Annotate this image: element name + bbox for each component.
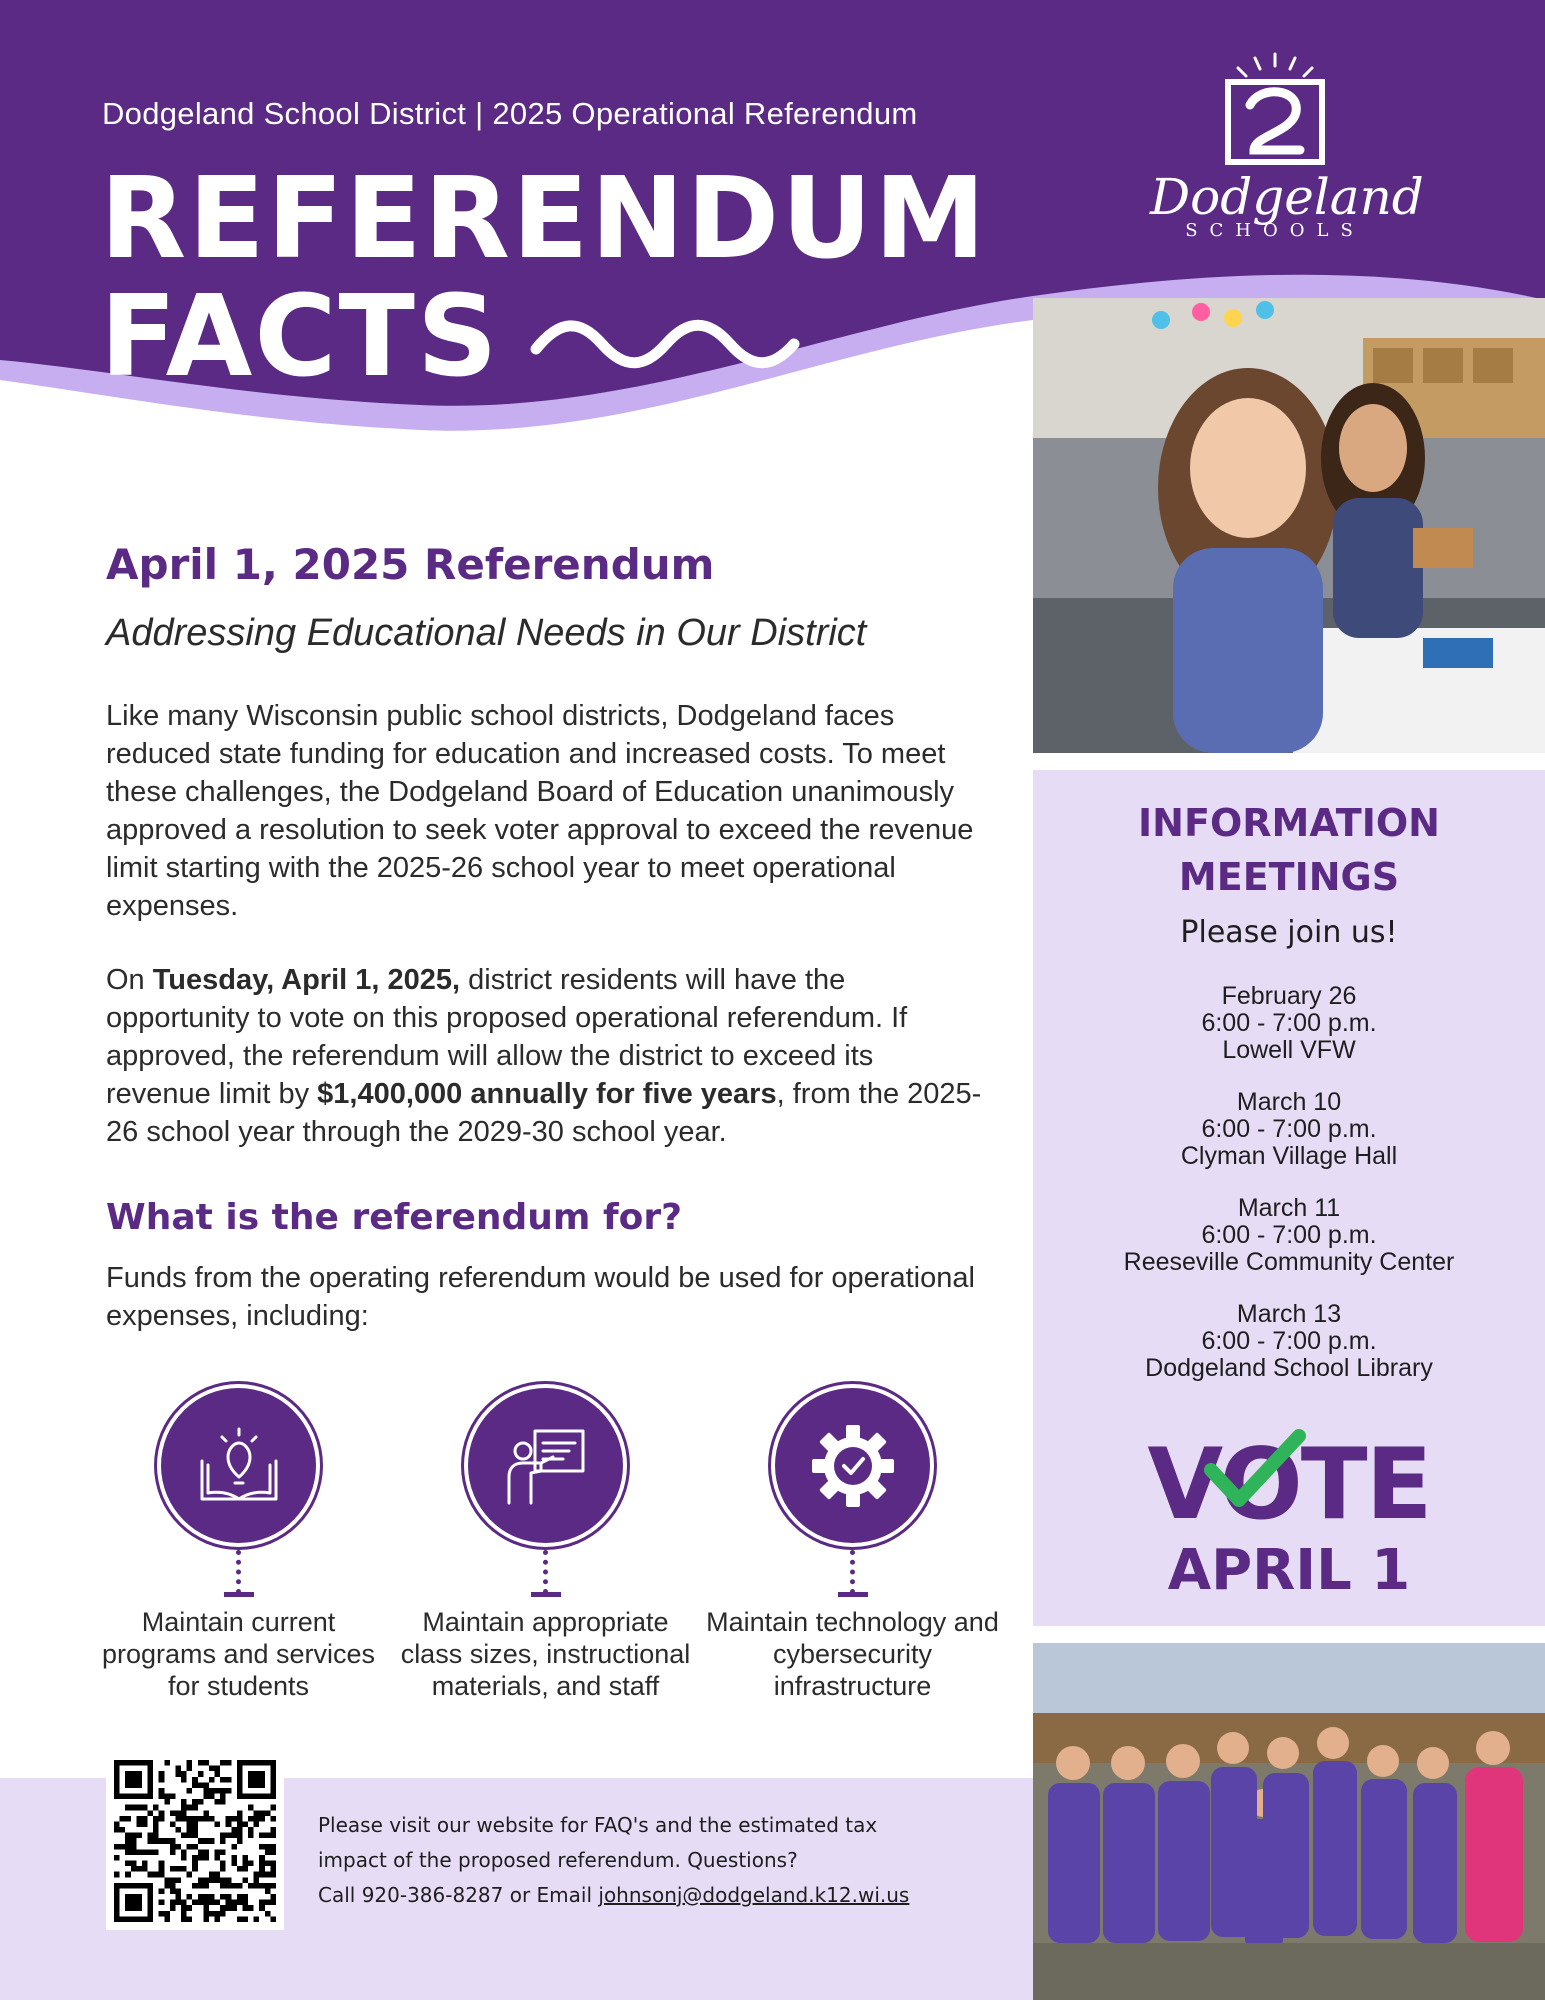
squiggle-icon [530,319,800,369]
join-us-text: Please join us! [1180,915,1398,950]
meetings-title-line-2: MEETINGS [1178,855,1400,899]
info-meetings-sidebar [1033,770,1545,1626]
title-line-1: REFERENDUM [100,154,988,284]
cross-country-team-photo [1033,1643,1545,2000]
meeting-date: February 26 [1221,982,1357,1010]
connector-base [531,1592,561,1597]
gear-check-icon [775,1388,930,1543]
photo-team-illustration [1033,1643,1545,2000]
contact-line-2: impact of the proposed referendum. Questions? [318,1848,798,1872]
meeting-item [1033,1089,1545,1170]
lightbulb-book-icon [161,1388,316,1543]
qr-code[interactable] [106,1752,284,1930]
meeting-location: Dodgeland School Library [1145,1354,1433,1382]
email-link[interactable]: johnsonj@dodgeland.k12.wi.us [598,1883,910,1907]
vote-date-bold: Tuesday, April 1, 2025, [152,964,461,996]
photo-classroom-illustration [1033,298,1545,753]
title-line-2 [100,272,988,402]
logo-subtitle: SCHOOLS [1185,220,1365,241]
connector-line [236,1550,241,1594]
meeting-time: 6:00 - 7:00 p.m. [1201,1327,1377,1355]
meeting-location: Lowell VFW [1222,1036,1356,1064]
meeting-time: 6:00 - 7:00 p.m. [1201,1009,1377,1037]
use-label: Maintain appropriate class sizes, instructional materials, and staff [400,1607,691,1701]
meetings-title-line-1: INFORMATION [1138,801,1440,845]
contact-info [318,1808,1008,1913]
vote-word: VOTE [1147,1428,1431,1542]
connector-line [850,1550,855,1594]
vote-details-paragraph [106,961,986,1151]
meeting-date: March 11 [1237,1194,1341,1222]
amount-bold: $1,400,000 annually for five years [317,1078,777,1110]
meeting-location: Reeseville Community Center [1123,1248,1455,1276]
intro-paragraph: Like many Wisconsin public school districts, Dodgeland faces reduced state funding for education and increased costs. To meet these challenges, the Dodgeland Board of Education unanimously approved a resolution to seek voter approval to exceed the revenue limit starting with the 2025-26 school year to meet operational expenses. [106,700,974,922]
meeting-location: Clyman Village Hall [1180,1142,1398,1170]
qr-modules [114,1760,276,1922]
title-line-2-text: FACTS [100,272,500,402]
teacher-board-icon [468,1388,623,1543]
phone-text: Call 920-386-8287 or Email [318,1883,599,1907]
para2-text-2: district residents will have the opportunity to vote on this proposed operational referendum. If approved, the referendum will allow the district to exceed its revenue limit by [106,964,908,1110]
contact-line-1: Please visit our website for FAQ's and the estimated tax [318,1813,878,1837]
referendum-date-heading: April 1, 2025 Referendum [106,540,715,589]
page-title [100,154,988,402]
what-is-it-for-heading: What is the referendum for? [106,1197,682,1238]
use-label: Maintain current programs and services for students [101,1607,376,1701]
meeting-item [1033,1195,1545,1276]
use-label: Maintain technology and cybersecurity infrastructure [706,1607,999,1701]
students-classroom-photo [1033,298,1545,753]
logo-sun-book-icon [1150,50,1400,170]
meeting-item [1033,983,1545,1064]
meetings-title [1033,796,1545,904]
para2-text-1: On [106,964,153,996]
meeting-item [1033,1301,1545,1382]
vote-date: APRIL 1 [1167,1538,1411,1603]
connector-base [224,1592,254,1597]
referendum-subheading: Addressing Educational Needs in Our District [106,612,867,654]
district-line: Dodgeland School District | 2025 Operational Referendum [102,96,918,131]
dodgeland-logo [1150,50,1424,250]
meeting-date: March 10 [1236,1088,1342,1116]
connector-line [543,1550,548,1594]
checkmark-icon [1099,1428,1479,1538]
meeting-time: 6:00 - 7:00 p.m. [1201,1115,1377,1143]
connector-base [838,1592,868,1597]
funds-paragraph: Funds from the operating referendum would be used for operational expenses, including: [106,1262,975,1332]
qr-code-icon [114,1760,276,1922]
para2-text-3: , from the 2025-26 school year through the 2029-30 school year. [106,1078,982,1148]
referendum-uses [86,1388,1016,1748]
meeting-time: 6:00 - 7:00 p.m. [1201,1221,1377,1249]
meeting-date: March 13 [1236,1300,1342,1328]
contact-line-3 [318,1878,1008,1913]
logo-name: Dodgeland [1150,168,1424,226]
